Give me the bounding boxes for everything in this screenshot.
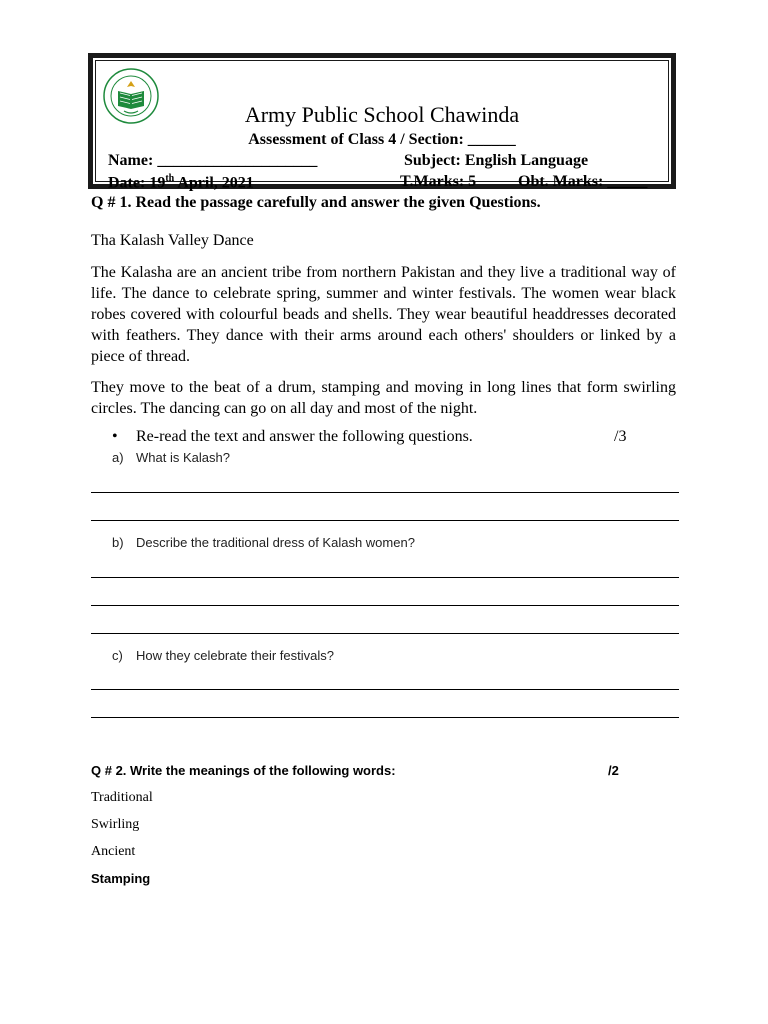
answer-line[interactable] [91,577,679,578]
bullet-icon: • [112,428,118,445]
sub-question-label: a) [112,450,124,465]
total-marks-label: T.Marks: 5 [400,173,477,190]
answer-line[interactable] [91,492,679,493]
question-2-title: Q # 2. Write the meanings of the following words: [91,763,396,778]
sub-question-text: Describe the traditional dress of Kalash women? [136,535,415,550]
date-label: Date: 19th April, 2021 [108,173,254,192]
name-field-label: Name: ____________________ [108,152,318,169]
vocab-word-stamping: Stamping [91,871,151,886]
vocab-word-ancient: Ancient [91,844,136,859]
passage-title: Tha Kalash Valley Dance [91,232,254,249]
assessment-line: Assessment of Class 4 / Section: ______ [248,131,516,148]
question-1-title: Q # 1. Read the passage carefully and answer the given Questions. [91,194,541,211]
vocab-word-swirling: Swirling [91,817,140,832]
header-inner-border [95,60,669,192]
header-box [88,53,676,192]
sub-question-label: c) [112,648,123,663]
obtained-marks-label: Obt. Marks: _____ [518,173,648,190]
school-name: Army Public School Chawinda [244,102,520,127]
answer-line[interactable] [91,520,679,521]
vocab-word-traditional: Traditional [91,790,153,805]
subject-label: Subject: English Language [404,152,589,169]
question-2-marks: /2 [608,763,619,778]
answer-line[interactable] [91,605,679,606]
sub-question-label: b) [112,535,124,550]
passage-paragraph-2: They move to the beat of a drum, stamping and moving in long lines that form swirling circles. The dancing can go on all day and most of the night. [91,379,676,417]
instruction-marks: /3 [614,428,627,445]
sub-question-b [112,535,415,550]
sub-question-c [112,648,334,663]
answer-line[interactable] [91,689,679,690]
answer-line[interactable] [91,717,679,718]
sub-question-text: How they celebrate their festivals? [136,648,334,663]
instruction-text: Re-read the text and answer the following questions. [136,428,473,445]
sub-question-text: What is Kalash? [136,450,230,465]
passage-paragraph-1: The Kalasha are an ancient tribe from northern Pakistan and they live a traditional way of life. The dance to celebrate spring, summer and winter festivals. The women wear black robes covered with colourful beads and shells. They wear beautiful headdresses decorated with feathers. They dance with their arms around each others' shoulders or linked by a piece of thread. [91,264,676,365]
answer-line[interactable] [91,633,679,634]
sub-question-a [112,450,230,465]
